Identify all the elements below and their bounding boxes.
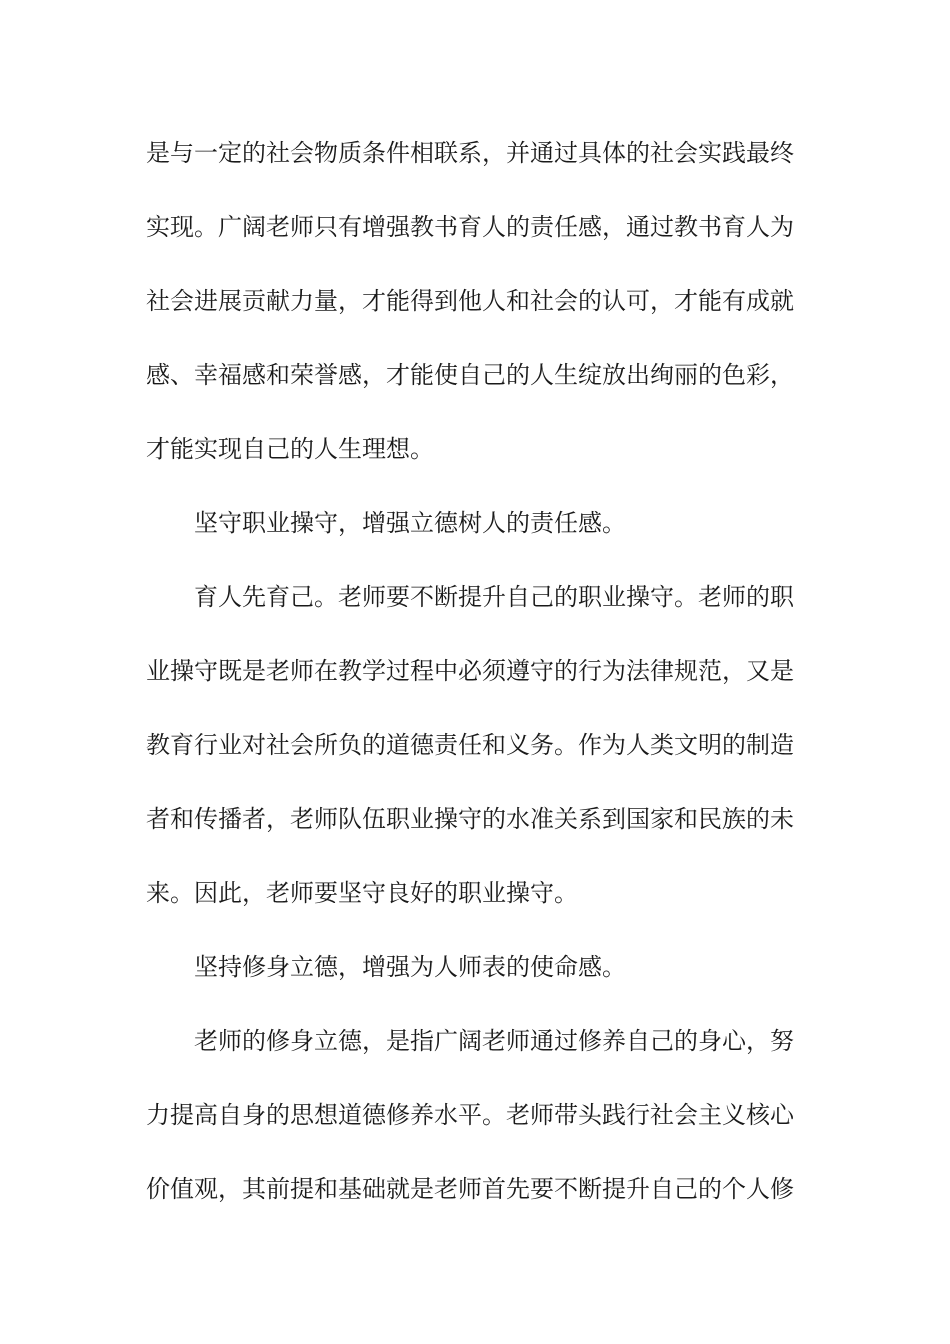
text-line: 育人先育己。老师要不断提升自己的职业操守。老师的职	[194, 583, 794, 611]
section-heading: 坚持修身立德，增强为人师表的使命感。	[194, 953, 626, 981]
text-line: 业操守既是老师在教学过程中必须遵守的行为法律规范，又是	[146, 657, 794, 685]
section-heading: 坚守职业操守，增强立德树人的责任感。	[194, 509, 626, 537]
text-line: 价值观，其前提和基础就是老师首先要不断提升自己的个人修	[146, 1175, 794, 1203]
text-line: 才能实现自己的人生理想。	[146, 435, 434, 463]
document-body	[146, 128, 806, 1238]
text-line: 是与一定的社会物质条件相联系，并通过具体的社会实践最终	[146, 139, 794, 167]
text-line: 老师的修身立德，是指广阔老师通过修养自己的身心，努	[194, 1027, 794, 1055]
text-line: 力提高自身的思想道德修养水平。老师带头践行社会主义核心	[146, 1101, 794, 1129]
text-line: 者和传播者，老师队伍职业操守的水准关系到国家和民族的未	[146, 805, 794, 833]
text-line: 实现。广阔老师只有增强教书育人的责任感，通过教书育人为	[146, 213, 794, 241]
text-line: 社会进展贡献力量，才能得到他人和社会的认可，才能有成就	[146, 287, 794, 315]
text-line: 感、幸福感和荣誉感，才能使自己的人生绽放出绚丽的色彩，	[146, 361, 794, 389]
text-line: 教育行业对社会所负的道德责任和义务。作为人类文明的制造	[146, 731, 794, 759]
text-line: 来。因此，老师要坚守良好的职业操守。	[146, 879, 578, 907]
